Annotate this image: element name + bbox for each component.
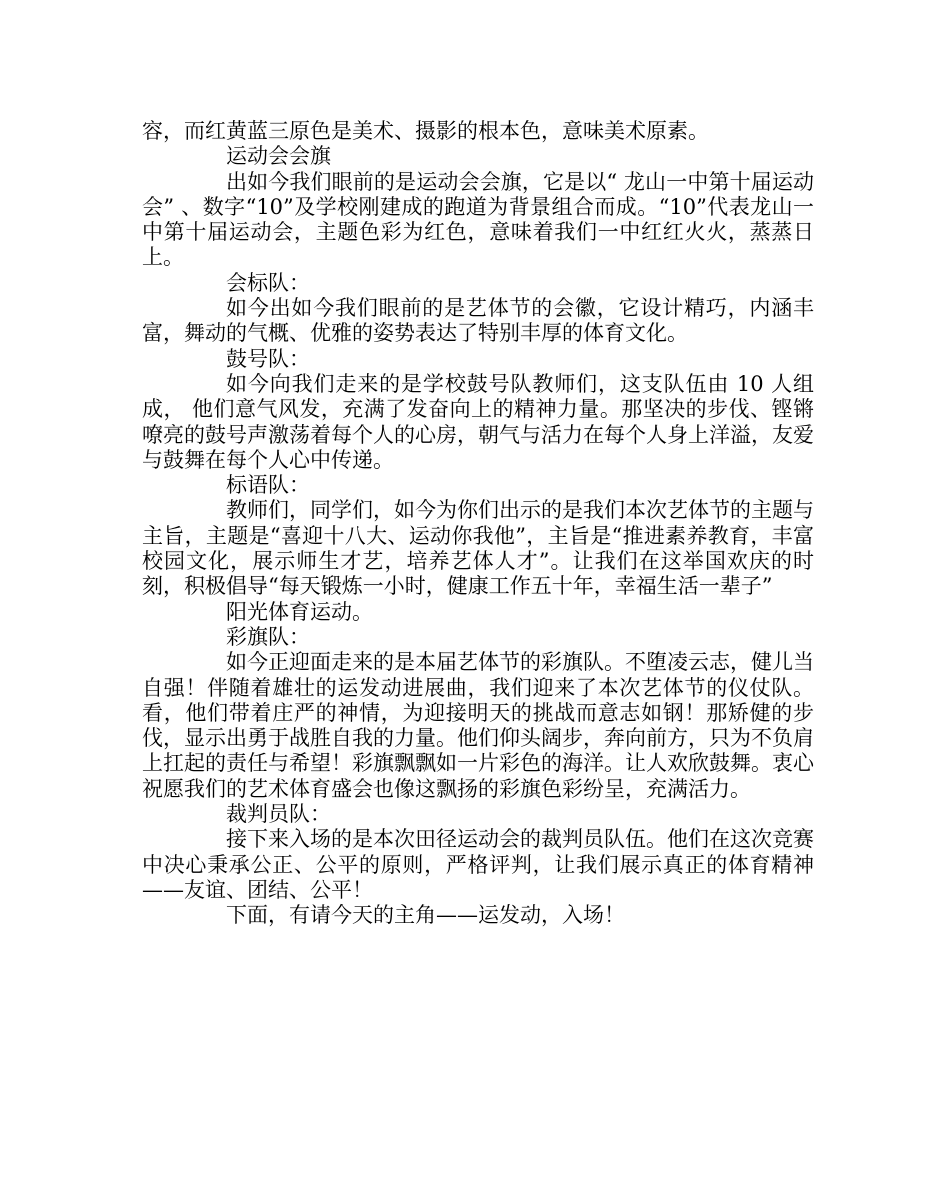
paragraph-flag: 出如今我们眼前的是运动会会旗，它是以“ 龙山一中第十届运动会” 、数字“10”及学校刚建成的跑道为背景组合而成。“10”代表龙山一中第十届运动会，主题色彩为红色，意味着我们一中红红火火，蒸蒸日上。 bbox=[142, 169, 814, 270]
paragraph-slogan-team: 教师们，同学们，如今为你们出示的是我们本次艺体节的主题与主旨，主题是“喜迎十八大、运动你我他”，主旨是“推进素养教育，丰富校园文化，展示师生才艺，培养艺体人才”。让我们在这举国欢庆的时刻，积极倡导“每天锻炼一小时，健康工作五十年，幸福生活一辈子” bbox=[142, 498, 814, 599]
paragraph-referee-team: 接下来入场的是本次田径运动会的裁判员队伍。他们在这次竞赛中决心秉承公正、公平的原则，严格评判，让我们展示真正的体育精神——友谊、团结、公平！ bbox=[142, 827, 814, 902]
paragraph-sunshine-sports: 阳光体育运动。 bbox=[226, 599, 373, 624]
document-body bbox=[142, 119, 814, 929]
section-heading-slogan-team: 标语队： bbox=[226, 473, 310, 498]
paragraph-banner-team: 如今正迎面走来的是本届艺体节的彩旗队。不堕凌云志，健儿当自强！伴随着雄壮的运发动进展曲，我们迎来了本次艺体节的仪仗队。看，他们带着庄严的神情，为迎接明天的挑战而意志如钢！那矫健的步伐，显示出勇于战胜自我的力量。他们仰头阔步，奔向前方，只为不负肩上扛起的责任与希望！彩旗飘飘如一片彩色的海洋。让人欢欣鼓舞。衷心祝愿我们的艺术体育盛会也像这飘扬的彩旗色彩纷呈，充满活力。 bbox=[142, 650, 814, 801]
section-heading-referee-team: 裁判员队： bbox=[226, 802, 331, 827]
paragraph-closing: 下面，有请今天的主角——运发动，入场！ bbox=[226, 903, 625, 928]
paragraph-emblem-team: 如今出如今我们眼前的是艺体节的会徽，它设计精巧，内涵丰富，舞动的气概、优雅的姿势表达了特别丰厚的体育文化。 bbox=[142, 296, 814, 346]
section-heading-drum-team: 鼓号队： bbox=[226, 346, 310, 371]
paragraph-continuation: 容，而红黄蓝三原色是美术、摄影的根本色，意味美术原素。 bbox=[142, 119, 709, 143]
section-heading-emblem-team: 会标队： bbox=[226, 270, 310, 295]
section-heading-flag: 运动会会旗 bbox=[226, 144, 331, 169]
paragraph-drum-team: 如今向我们走来的是学校鼓号队教师们，这支队伍由 10 人组成， 他们意气风发，充满了发奋向上的精神力量。那坚决的步伐、铿锵嘹亮的鼓号声激荡着每个人的心房，朝气与活力在每个人身上洋溢，友爱与鼓舞在每个人心中传递。 bbox=[142, 371, 814, 472]
section-heading-banner-team: 彩旗队： bbox=[226, 624, 310, 649]
